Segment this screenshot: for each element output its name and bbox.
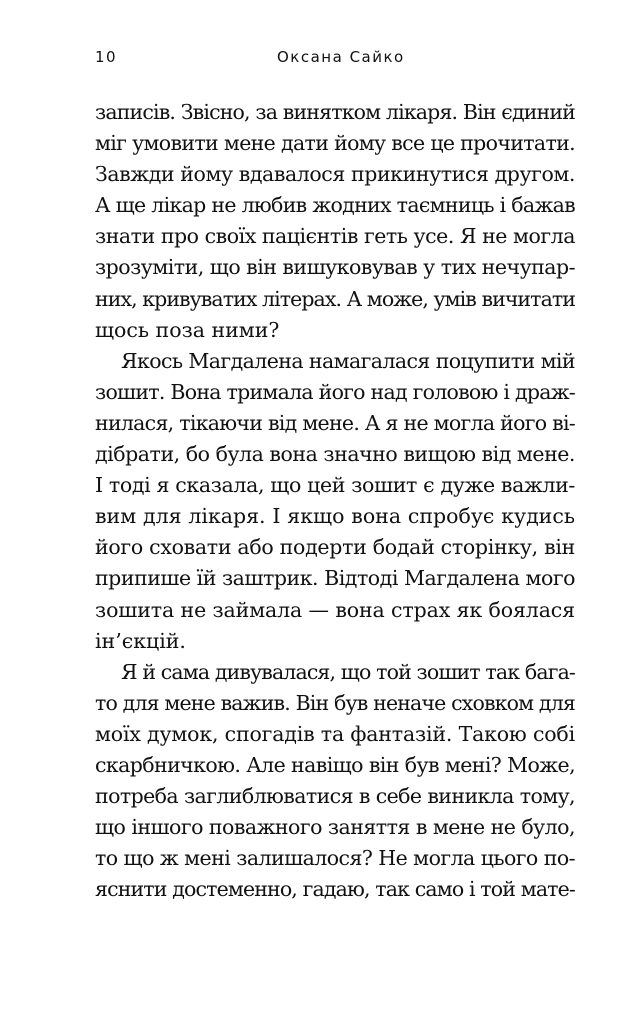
text-line: зошита не займала — вона страх як боялася [95, 597, 575, 622]
text-line: щось поза ними? [95, 317, 280, 342]
text-line: то що ж мені залишалося? Не могла цього по- [95, 846, 575, 871]
text-line: І тоді я сказала, що цей зошит є дуже важли- [95, 473, 575, 498]
text-line: Я й сама дивувалася, що той зошит так бага- [121, 659, 575, 684]
text-line: ін’єкцій. [95, 628, 186, 653]
paragraph-3 [95, 657, 575, 906]
text-line: що іншого поважного заняття в мене не було, [95, 815, 575, 840]
text-line: зошит. Вона тримала його над головою і драж- [95, 379, 575, 404]
text-line: А ще лікар не любив жодних таємниць і бажав [95, 193, 575, 218]
paragraph-1 [95, 97, 575, 346]
text-line: яснити достеменно, гадаю, так само і той мате- [95, 877, 576, 902]
body-text [95, 97, 575, 905]
text-line: моїх думок, спогадів та фантазій. Такою собі [95, 721, 575, 746]
text-line: дібрати, бо була вона значно вищою від мене. [95, 442, 575, 467]
text-line: вим для лікаря. І якщо вона спробує кудись [95, 504, 575, 529]
text-line: то для мене важив. Він був неначе сховком для [95, 690, 575, 715]
text-line: потреба заглиблюватися в себе виникла тому, [95, 784, 575, 809]
running-title-author: Оксана Сайко [277, 48, 405, 66]
text-line: його сховати або подерти бодай сторінку, він [95, 535, 575, 560]
text-line: Якось Магдалена намагалася поцупити мій [121, 348, 575, 373]
paragraph-2 [95, 346, 575, 657]
page-header [95, 48, 575, 72]
page-number: 10 [95, 48, 118, 66]
text-line: записів. Звісно, за винятком лікаря. Він єдиний [95, 100, 575, 124]
text-line: міг умовити мене дати йому все це прочитати. [95, 131, 575, 156]
text-line: них, кривуватих літерах. А може, умів вичитати [95, 286, 575, 311]
text-line: припише їй заштрик. Відтоді Магдалена мого [95, 566, 575, 591]
text-line: скарбничкою. Але навіщо він був мені? Може, [95, 752, 575, 777]
text-line: зрозуміти, що він вишуковував у тих нечупар- [95, 255, 575, 280]
text-line: нилася, тікаючи від мене. А я не могла його ві- [95, 410, 575, 435]
text-line: знати про своїх пацієнтів геть усе. Я не могла [95, 224, 575, 249]
text-line: Завжди йому вдавалося прикинутися другом. [95, 162, 575, 187]
